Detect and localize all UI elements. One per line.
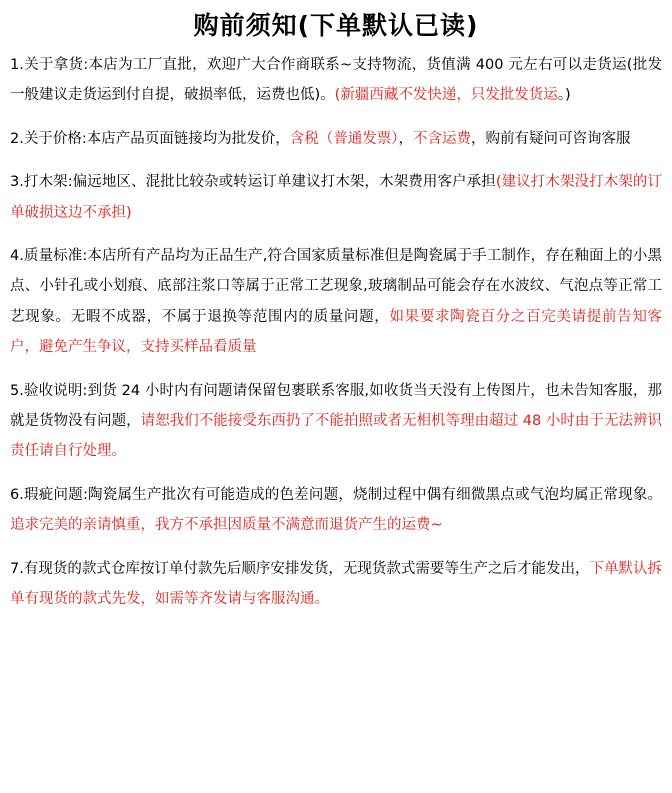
notice-text-highlight: 不含运费 [412, 130, 471, 147]
notice-text-highlight: (建议打木架没打木架的订单破损这边不承担) [10, 174, 663, 221]
notice-text-highlight: 下单默认拆单有现货的款式先发，如需等齐发请与客服沟通。 [10, 560, 662, 608]
notice-text: 。) [557, 87, 571, 104]
notice-item-5 [10, 376, 662, 467]
notice-text-highlight: 含税（普通发票） [289, 130, 399, 147]
notice-item-2 [10, 124, 662, 154]
notice-text: 7.有现货的款式仓库按订单付款先后顺序安排发货，无现货款式需要等生产之后才能发出， [10, 560, 590, 577]
page-title: 购前须知(下单默认已读) [193, 11, 479, 40]
notice-item-6 [10, 480, 662, 541]
notice-content [10, 50, 662, 628]
notice-item-1 [10, 50, 662, 111]
notice-text: ， [398, 130, 413, 147]
notice-item-7 [10, 554, 662, 615]
notice-text: ，购前有疑问可咨询客服 [470, 130, 631, 147]
notice-text: 1.关于拿货:本店为工厂直批，欢迎广大合作商联系~支持物流，货值满 400 元左右可以走货运(批发一般建议走货运到付自提，破损率低，运费也低)。 [10, 57, 662, 104]
notice-text-highlight: (新疆西藏不发快递，只发批发货运 [334, 87, 558, 104]
notice-text: 3.打木架:偏远地区、混批比较杂或转运订单建议打木架，木架费用客户承担 [10, 174, 496, 191]
notice-text: 2.关于价格:本店产品页面链接均为批发价， [10, 130, 290, 147]
notice-text: 5.验收说明:到货 24 小时内有问题请保留包裹联系客服,如收货当天没有上传图片，也未告知客服，那就是货物没有问题， [10, 382, 662, 430]
notice-text: 6.瑕疵问题:陶瓷属生产批次有可能造成的色差问题，烧制过程中偶有细微黑点或气泡均属正常现象。 [10, 486, 662, 503]
notice-item-3 [10, 167, 662, 228]
notice-text: 4.质量标准:本店所有产品均为正品生产,符合国家质量标准但是陶瓷属于手工制作，存在釉面上的小黑点、小针孔或小划痕、底部注浆口等属于正常工艺现象,玻璃制品可能会存在水波纹、气泡点等正常工艺现象。无暇不成器，不属于退换等范围内的质量问题， [10, 248, 662, 325]
notice-text-highlight: 请恕我们不能接受东西扔了不能拍照或者无相机等理由超过 48 小时由于无法辨识责任请自行处理。 [10, 413, 662, 460]
notice-item-4 [10, 241, 662, 363]
notice-text-highlight: 如果要求陶瓷百分之百完美请提前告知客户，避免产生争议，支持买样品看质量 [10, 308, 663, 356]
notice-text-highlight: 追求完美的亲请慎重，我方不承担因质量不满意而退货产生的运费~ [10, 517, 443, 534]
